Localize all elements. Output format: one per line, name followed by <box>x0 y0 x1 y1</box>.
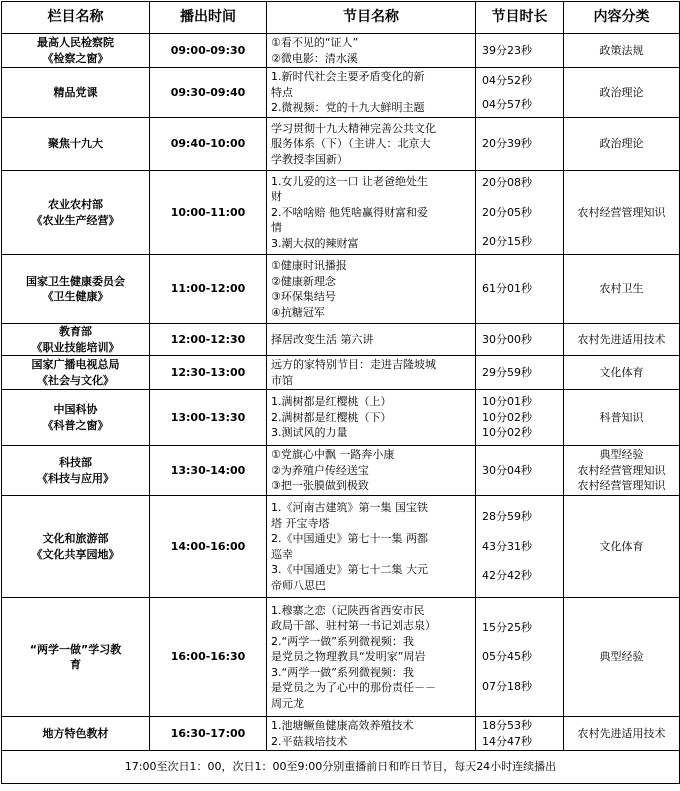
category-line: 政治理论 <box>599 137 644 151</box>
category-cell <box>564 496 680 598</box>
table-row <box>2 171 680 255</box>
program-name-cell <box>267 717 476 751</box>
category-line: 典型经验 <box>599 650 644 664</box>
duration-line: 04分57秒 <box>482 97 532 111</box>
schedule-table <box>1 1 680 784</box>
category-line: 科普知识 <box>599 410 644 424</box>
column-name-cell <box>2 390 150 446</box>
column-name-line: 《卫生健康》 <box>42 290 109 303</box>
duration-line: 10分02秒 <box>482 426 532 440</box>
duration-line: 39分23秒 <box>482 43 532 57</box>
program-name-line: ①健康时讯播报 <box>271 259 347 272</box>
column-name-cell <box>2 446 150 496</box>
duration-line: 15分25秒 <box>482 620 532 634</box>
column-name-line: 精品党课 <box>53 85 98 99</box>
duration-cell <box>476 496 564 598</box>
table-row <box>2 255 680 324</box>
category-cell <box>564 390 680 446</box>
duration-line: 20分15秒 <box>482 235 532 249</box>
program-name-line: 政局干部、驻村第一书记刘志泉） <box>271 619 436 633</box>
air-time-cell: 16:30-17:00 <box>150 717 267 751</box>
category-cell <box>564 34 680 68</box>
category-line: 文化体育 <box>599 539 644 553</box>
duration-line: 43分31秒 <box>482 539 532 553</box>
column-name-line: 国家卫生健康委员会 <box>26 274 125 288</box>
column-name-line: 聚焦十九大 <box>48 137 103 151</box>
program-name-line: 2.平菇栽培技术 <box>271 734 348 748</box>
header-category: 内容分类 <box>564 2 680 34</box>
program-name-cell <box>267 598 476 717</box>
program-name-cell <box>267 390 476 446</box>
program-name-cell <box>267 171 476 255</box>
column-name-line: 《农业生产经营》 <box>31 213 120 227</box>
air-time-cell: 09:00-09:30 <box>150 34 267 68</box>
duration-cell <box>476 34 564 68</box>
duration-line: 20分05秒 <box>482 205 532 219</box>
table-row <box>2 717 680 751</box>
program-name-line: 巡幸 <box>271 547 293 561</box>
table-row <box>2 598 680 717</box>
column-name-cell <box>2 356 150 390</box>
table-row <box>2 446 680 496</box>
program-name-line: ④抗糖冠军 <box>271 305 325 319</box>
program-name-line: 服务体系（下）（主讲人：北京大 <box>271 137 431 151</box>
category-line: 农村先进适用技术 <box>577 332 666 346</box>
air-time-cell: 13:00-13:30 <box>150 390 267 446</box>
column-name-line: 文化和旅游部 <box>42 532 109 545</box>
air-time-cell: 12:00-12:30 <box>150 324 267 356</box>
program-name-line: ③把一张膜做到极致 <box>271 479 369 493</box>
column-name-cell <box>2 255 150 324</box>
program-name-line: 3.潮大叔的辣财富 <box>271 236 359 250</box>
program-name-line: 市馆 <box>271 373 293 387</box>
column-name-line: 《文化共享园地》 <box>31 547 120 561</box>
air-time-cell: 09:40-10:00 <box>150 118 267 171</box>
duration-line: 07分18秒 <box>482 679 532 693</box>
program-name-line: 2.微视频：党的十九大鲜明主题 <box>271 101 425 115</box>
program-name-line: 2.不啥啥赔 他凭啥赢得财富和爱 <box>271 205 428 219</box>
table-row <box>2 34 680 68</box>
category-cell <box>564 598 680 717</box>
program-name-line: 是党员之物理教具“发明家”周岩 <box>271 650 426 664</box>
duration-line: 10分02秒 <box>482 410 532 424</box>
column-name-line: 科技部 <box>59 456 92 469</box>
program-name-line: 帝师八思巴 <box>271 578 326 592</box>
category-line: 政策法规 <box>599 43 644 57</box>
column-name-cell <box>2 496 150 598</box>
program-name-cell <box>267 446 476 496</box>
program-name-line: 远方的家特别节目：走进吉隆坡城 <box>271 358 436 371</box>
duration-line: 42分42秒 <box>482 569 532 583</box>
program-name-line: 1.女儿爱的这一口 让老爸绝处生 <box>271 174 428 188</box>
header-program-name: 节目名称 <box>267 2 476 34</box>
duration-cell <box>476 390 564 446</box>
duration-line: 30分04秒 <box>482 463 532 477</box>
program-name-cell <box>267 356 476 390</box>
air-time-cell: 09:30-09:40 <box>150 68 267 118</box>
air-time-cell: 12:30-13:00 <box>150 356 267 390</box>
column-name-cell <box>2 598 150 717</box>
duration-cell <box>476 717 564 751</box>
program-name-line: 特点 <box>271 85 293 99</box>
program-name-line: 2.《中国通史》第七十一集 两都 <box>271 532 428 545</box>
table-row <box>2 324 680 356</box>
duration-line: 14分47秒 <box>482 734 532 748</box>
header-air-time: 播出时间 <box>150 2 267 34</box>
duration-line: 04分52秒 <box>482 74 532 87</box>
program-name-line: 学习贯彻十九大精神完善公共文化 <box>271 121 436 135</box>
air-time-cell: 16:00-16:30 <box>150 598 267 717</box>
program-name-cell <box>267 324 476 356</box>
column-name-line: 《科技与应用》 <box>37 471 114 485</box>
program-name-line: 财 <box>271 190 282 204</box>
column-name-cell <box>2 717 150 751</box>
duration-cell <box>476 118 564 171</box>
program-name-line: 学教授李国新） <box>271 152 348 166</box>
program-name-line: 3.测试风的力量 <box>271 426 348 440</box>
air-time-cell: 13:30-14:00 <box>150 446 267 496</box>
table-row <box>2 68 680 118</box>
program-name-line: 3.“两学一做”系列微视频：我 <box>271 665 414 679</box>
footer-row <box>2 751 680 784</box>
column-name-line: 《社会与文化》 <box>37 373 114 387</box>
duration-cell <box>476 171 564 255</box>
category-line: 典型经验 <box>599 448 644 462</box>
program-name-line: 1.新时代社会主要矛盾变化的新 <box>271 70 425 84</box>
program-name-line: 周元龙 <box>271 696 304 710</box>
program-name-line: 1.满树都是红樱桃（上） <box>271 395 392 409</box>
duration-cell <box>476 598 564 717</box>
program-name-line: 2.满树都是红樱桃（下） <box>271 410 392 424</box>
category-line: 农村经营管理知识 <box>577 479 666 493</box>
duration-cell <box>476 255 564 324</box>
category-cell <box>564 324 680 356</box>
air-time-cell: 11:00-12:00 <box>150 255 267 324</box>
duration-line: 10分01秒 <box>482 395 532 409</box>
column-name-cell <box>2 324 150 356</box>
air-time-cell: 14:00-16:00 <box>150 496 267 598</box>
duration-line: 61分01秒 <box>482 282 532 296</box>
footer-note: 17:00至次日1：00，次日1：00至9:00分别重播前日和昨日节目，每天24小时连续播出 <box>2 751 680 784</box>
column-name-line: 育 <box>70 658 81 671</box>
column-name-cell <box>2 68 150 118</box>
table-row <box>2 118 680 171</box>
column-name-line: 中国科协 <box>53 403 98 416</box>
category-cell <box>564 717 680 751</box>
program-name-line: 1.池塘鳜鱼健康高效养殖技术 <box>271 719 414 732</box>
category-cell <box>564 68 680 118</box>
duration-cell <box>476 68 564 118</box>
duration-line: 28分59秒 <box>482 510 532 524</box>
column-name-cell <box>2 118 150 171</box>
program-name-line: 3.《中国通史》第七十二集 大元 <box>271 563 428 576</box>
category-line: 农村先进适用技术 <box>577 726 666 740</box>
column-name-line: “两学一做”学习教 <box>29 642 122 656</box>
program-name-line: 塔 开宝寺塔 <box>271 516 330 530</box>
duration-line: 20分39秒 <box>482 137 532 151</box>
category-cell <box>564 446 680 496</box>
category-cell <box>564 356 680 390</box>
column-name-line: 农业农村部 <box>48 198 103 211</box>
table-row <box>2 496 680 598</box>
program-name-line: 1.穆寨之恋（记陕西省西安市民 <box>271 603 425 617</box>
program-name-line: 2.“两学一做”系列微视频：我 <box>271 634 414 648</box>
program-name-line: 是党员之为了心中的那份责任－－ <box>271 681 436 695</box>
header-column-name: 栏目名称 <box>2 2 150 34</box>
air-time-cell: 10:00-11:00 <box>150 171 267 255</box>
column-name-cell <box>2 34 150 68</box>
program-name-line: ①党旗心中飘 一路奔小康 <box>271 448 395 462</box>
duration-line: 18分53秒 <box>482 719 532 732</box>
duration-cell <box>476 446 564 496</box>
column-name-line: 教育部 <box>59 325 92 338</box>
program-name-cell <box>267 496 476 598</box>
category-cell <box>564 255 680 324</box>
table-row <box>2 356 680 390</box>
column-name-line: 最高人民检察院 <box>37 36 114 49</box>
category-cell <box>564 118 680 171</box>
duration-line: 30分00秒 <box>482 332 532 346</box>
duration-line: 29分59秒 <box>482 365 532 379</box>
duration-line: 05分45秒 <box>482 650 532 664</box>
schedule-body <box>2 34 680 751</box>
program-name-line: ③环保集结号 <box>271 290 336 303</box>
table-row <box>2 390 680 446</box>
category-line: 农村经营管理知识 <box>577 463 666 477</box>
column-name-line: 《职业技能培训》 <box>31 340 120 354</box>
line-gap <box>482 89 563 97</box>
column-name-line: 《科普之窗》 <box>42 418 109 432</box>
program-name-cell <box>267 118 476 171</box>
category-line: 文化体育 <box>599 365 644 379</box>
duration-cell <box>476 324 564 356</box>
program-name-cell <box>267 255 476 324</box>
program-name-line: 情 <box>271 221 282 235</box>
program-name-cell <box>267 34 476 68</box>
column-name-line: 地方特色教材 <box>42 726 109 740</box>
program-name-line: 1.《河南古建筑》第一集 国宝铁 <box>271 501 428 514</box>
category-cell <box>564 171 680 255</box>
program-name-line: ①看不见的“证人” <box>271 36 359 49</box>
program-name-line: 择居改变生活 第六讲 <box>271 332 374 346</box>
program-name-line: ②健康新理念 <box>271 274 336 288</box>
duration-line: 20分08秒 <box>482 176 532 190</box>
duration-cell <box>476 356 564 390</box>
program-name-cell <box>267 68 476 118</box>
category-line: 农村经营管理知识 <box>577 205 666 219</box>
header-duration: 节目时长 <box>476 2 564 34</box>
category-line: 农村卫生 <box>599 282 644 296</box>
header-row <box>2 2 680 34</box>
program-name-line: ②为养殖户传经送宝 <box>271 463 369 477</box>
category-line: 政治理论 <box>599 85 644 99</box>
program-name-line: ②微电影：清水溪 <box>271 51 358 65</box>
column-name-line: 国家广播电视总局 <box>31 358 120 371</box>
column-name-cell <box>2 171 150 255</box>
column-name-line: 《检察之窗》 <box>42 51 109 65</box>
